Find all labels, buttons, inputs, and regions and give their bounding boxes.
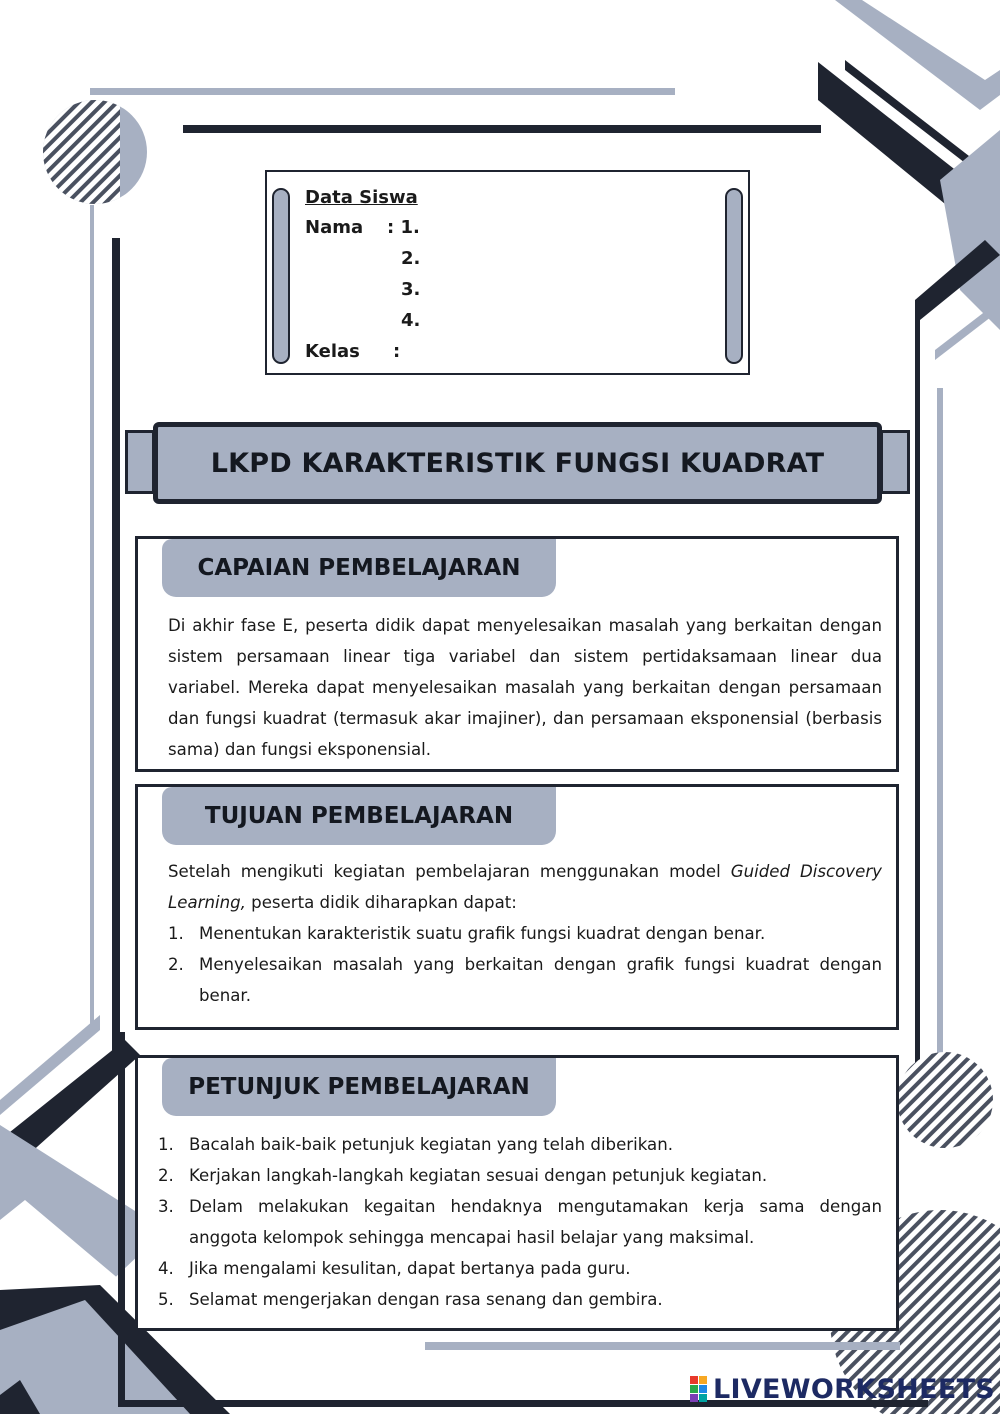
- right-pill-decoration: [725, 188, 743, 364]
- list-item: [168, 918, 882, 949]
- list-item: [158, 1160, 882, 1191]
- tujuan-body: [168, 856, 882, 1011]
- item-text: Bacalah baik-baik petunjuk kegiatan yang telah diberikan.: [189, 1135, 674, 1154]
- name-row: [305, 212, 420, 243]
- student-data-box: [265, 170, 750, 375]
- item-number: 5.: [158, 1290, 174, 1309]
- tujuan-intro-after: peserta didik diharapkan dapat:: [245, 893, 517, 912]
- item-number: 1.: [158, 1135, 174, 1154]
- class-label: Kelas: [305, 341, 360, 362]
- name-number-4: 4.: [401, 310, 421, 331]
- banner-main: [153, 422, 882, 504]
- brand-square: [690, 1376, 698, 1384]
- list-item: [158, 1284, 882, 1315]
- item-text: Menyelesaikan masalah yang berkaitan dengan grafik fungsi kuadrat dengan benar.: [199, 955, 882, 1005]
- petunjuk-heading: PETUNJUK PEMBELAJARAN: [188, 1074, 530, 1100]
- capaian-section: [135, 536, 899, 772]
- tujuan-intro-before: Setelah mengikuti kegiatan pembelajaran menggunakan model: [168, 862, 731, 881]
- brand-grid-icon: [690, 1376, 707, 1402]
- brand-square: [699, 1394, 707, 1402]
- name-number-3: 3.: [401, 279, 421, 300]
- petunjuk-body: [158, 1129, 882, 1315]
- capaian-text: Di akhir fase E, peserta didik dapat menyelesaikan masalah yang berkaitan dengan sistem persamaan linear tiga variabel dan sistem pertidaksamaan linear dua variabel. Mereka dapat menyelesaikan masalah yang berkaitan dengan persamaan dan fungsi kuadrat (termasuk akar imajiner), dan persamaan eksponensial (berbasis sama) dan fungsi eksponensial.: [168, 616, 882, 759]
- tujuan-heading-tab: [162, 787, 556, 845]
- tujuan-section: [135, 784, 899, 1030]
- liveworksheets-logo[interactable]: [690, 1372, 995, 1406]
- banner-right-tab: [880, 430, 910, 494]
- list-item: [158, 1253, 882, 1284]
- name-label: Nama: [305, 217, 364, 238]
- tujuan-heading: TUJUAN PEMBELAJARAN: [204, 803, 514, 829]
- item-text: Delam melakukan kegaitan hendaknya mengutamakan kerja sama dengan anggota kelompok sehingga mencapai hasil belajar yang maksimal.: [189, 1197, 882, 1247]
- item-number: 2.: [158, 1166, 174, 1185]
- left-pill-decoration: [272, 188, 290, 364]
- brand-square: [699, 1385, 707, 1393]
- page-title: LKPD KARAKTERISTIK FUNGSI KUADRAT: [210, 447, 825, 479]
- banner-left-tab: [125, 430, 155, 494]
- brand-square: [690, 1394, 698, 1402]
- item-number: 4.: [158, 1259, 174, 1278]
- petunjuk-section: [135, 1055, 899, 1331]
- capaian-heading-tab: [162, 539, 556, 597]
- brand-square: [690, 1385, 698, 1393]
- list-item: [158, 1191, 882, 1253]
- item-text: Jika mengalami kesulitan, dapat bertanya pada guru.: [189, 1259, 631, 1278]
- tujuan-intro: [168, 856, 882, 918]
- item-number: 2.: [168, 955, 184, 974]
- item-text: Menentukan karakteristik suatu grafik fungsi kuadrat dengan benar.: [199, 924, 766, 943]
- item-number: 3.: [158, 1197, 174, 1216]
- student-data-title: Data Siswa: [305, 187, 418, 208]
- item-text: Kerjakan langkah-langkah kegiatan sesuai dengan petunjuk kegiatan.: [189, 1166, 768, 1185]
- item-text: Selamat mengerjakan dengan rasa senang dan gembira.: [189, 1290, 663, 1309]
- list-item: [168, 949, 882, 1011]
- petunjuk-heading-tab: [162, 1058, 556, 1116]
- class-separator: :: [393, 341, 401, 362]
- list-item: [158, 1129, 882, 1160]
- item-number: 1.: [168, 924, 184, 943]
- title-banner: [125, 422, 910, 504]
- tujuan-list: [168, 918, 882, 1011]
- capaian-heading: CAPAIAN PEMBELAJARAN: [197, 555, 521, 581]
- class-row: [305, 336, 401, 367]
- brand-square: [699, 1376, 707, 1384]
- name-separator: : 1.: [387, 217, 420, 238]
- brand-text: LIVEWORKSHEETS: [713, 1373, 996, 1405]
- petunjuk-list: [158, 1129, 882, 1315]
- name-number-2: 2.: [401, 248, 421, 269]
- tujuan-intro-italic: Guided Discovery Learning,: [168, 862, 882, 912]
